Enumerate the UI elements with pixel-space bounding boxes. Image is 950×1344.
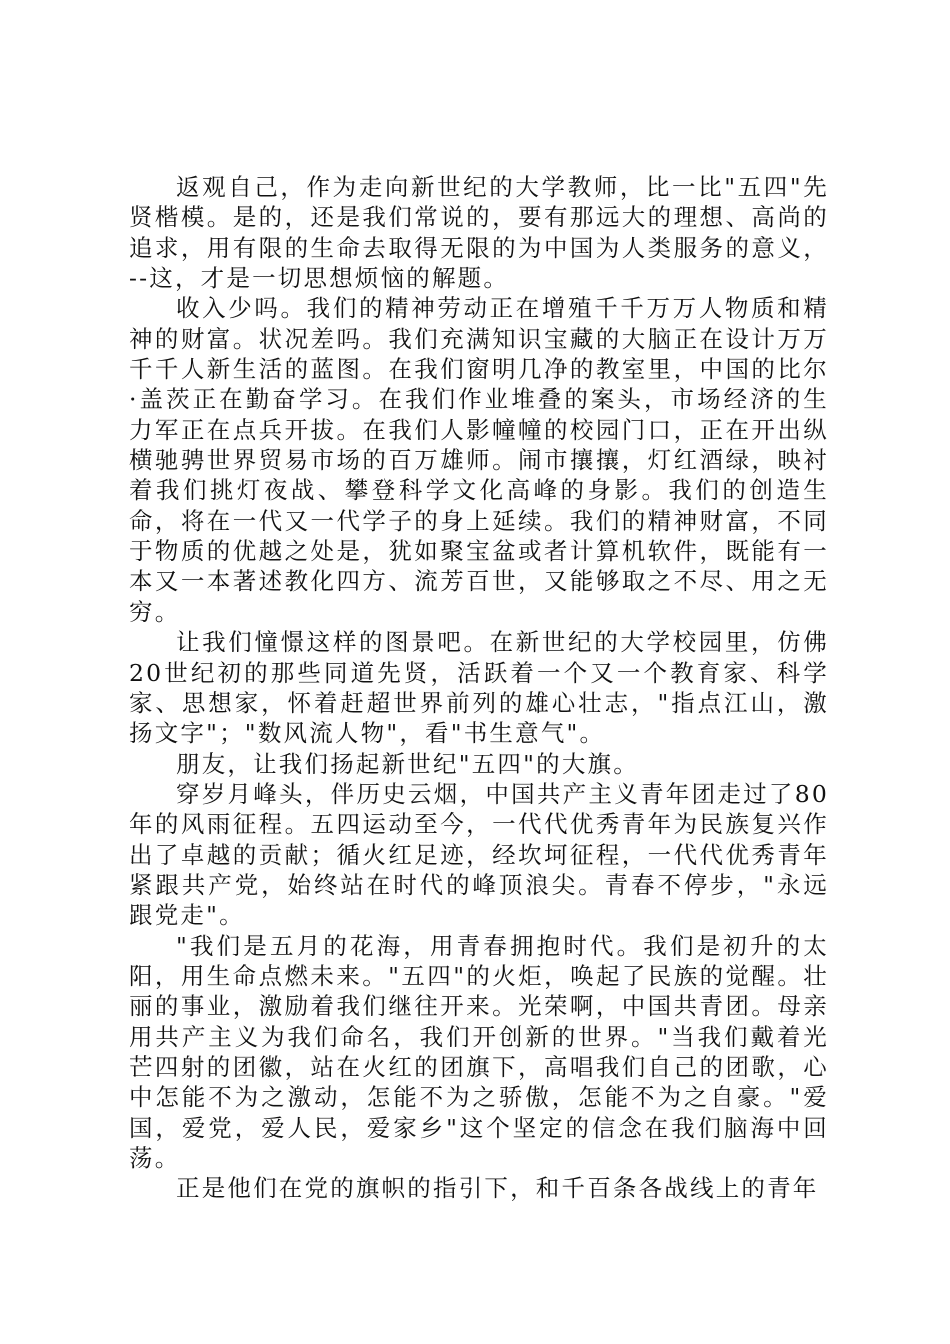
paragraph-6: "我们是五月的花海，用青春拥抱时代。我们是初升的太阳，用生命点燃未来。"五四"的火炬，唤起了民族的觉醒。壮丽的事业，激励着我们继往开来。光荣啊，中国共青团。母亲用共产主义为我们命名，我们开创新的世界。"当我们戴着光芒四射的团徽，站在火红的团旗下，高唱我们自己的团歌，心中怎能不为之激动，怎能不为之骄傲，怎能不为之自豪。"爱国，爱党，爱人民，爱家乡"这个坚定的信念在我们脑海中回荡。 xyxy=(129,931,829,1172)
paragraph-4: 朋友，让我们扬起新世纪"五四"的大旗。 xyxy=(176,749,639,778)
body-text xyxy=(129,172,829,1204)
paragraph-5: 穿岁月峰头，伴历史云烟，中国共产主义青年团走过了80年的风雨征程。五四运动至今，一代代优秀青年为民族复兴作出了卓越的贡献；循火红足迹，经坎坷征程，一代代优秀青年紧跟共产党，始终站在时代的峰顶浪尖。青春不停步，"永远跟党走"。 xyxy=(129,779,829,930)
paragraph-1: 返观自己，作为走向新世纪的大学教师，比一比"五四"先贤楷模。是的，还是我们常说的，要有那远大的理想、高尚的追求，用有限的生命去取得无限的为中国为人类服务的意义，--这，才是一切思想烦恼的解题。 xyxy=(129,173,829,293)
paragraph-3: 让我们憧憬这样的图景吧。在新世纪的大学校园里，仿佛20世纪初的那些同道先贤，活跃着一个又一个教育家、科学家、思想家，怀着赶超世界前列的雄心壮志，"指点江山，激扬文字"；"数风流人物"，看"书生意气"。 xyxy=(129,628,829,748)
paragraph-7: 正是他们在党的旗帜的指引下，和千百条各战线上的青年 xyxy=(176,1174,819,1203)
paragraph-2: 收入少吗。我们的精神劳动正在增殖千千万万人物质和精神的财富。状况差吗。我们充满知识宝藏的大脑正在设计万万千千人新生活的蓝图。在我们窗明几净的教室里，中国的比尔·盖茨正在勤奋学习。在我们作业堆叠的案头，市场经济的生力军正在点兵开拔。在我们人影幢幢的校园门口，正在开出纵横驰骋世界贸易市场的百万雄师。闹市攘攘，灯红酒绿，映衬着我们挑灯夜战、攀登科学文化高峰的身影。我们的创造生命，将在一代又一代学子的身上延续。我们的精神财富，不同于物质的优越之处是，犹如聚宝盆或者计算机软件，既能有一本又一本著述教化四方、流芳百世，又能够取之不尽、用之无穷。 xyxy=(129,294,829,626)
